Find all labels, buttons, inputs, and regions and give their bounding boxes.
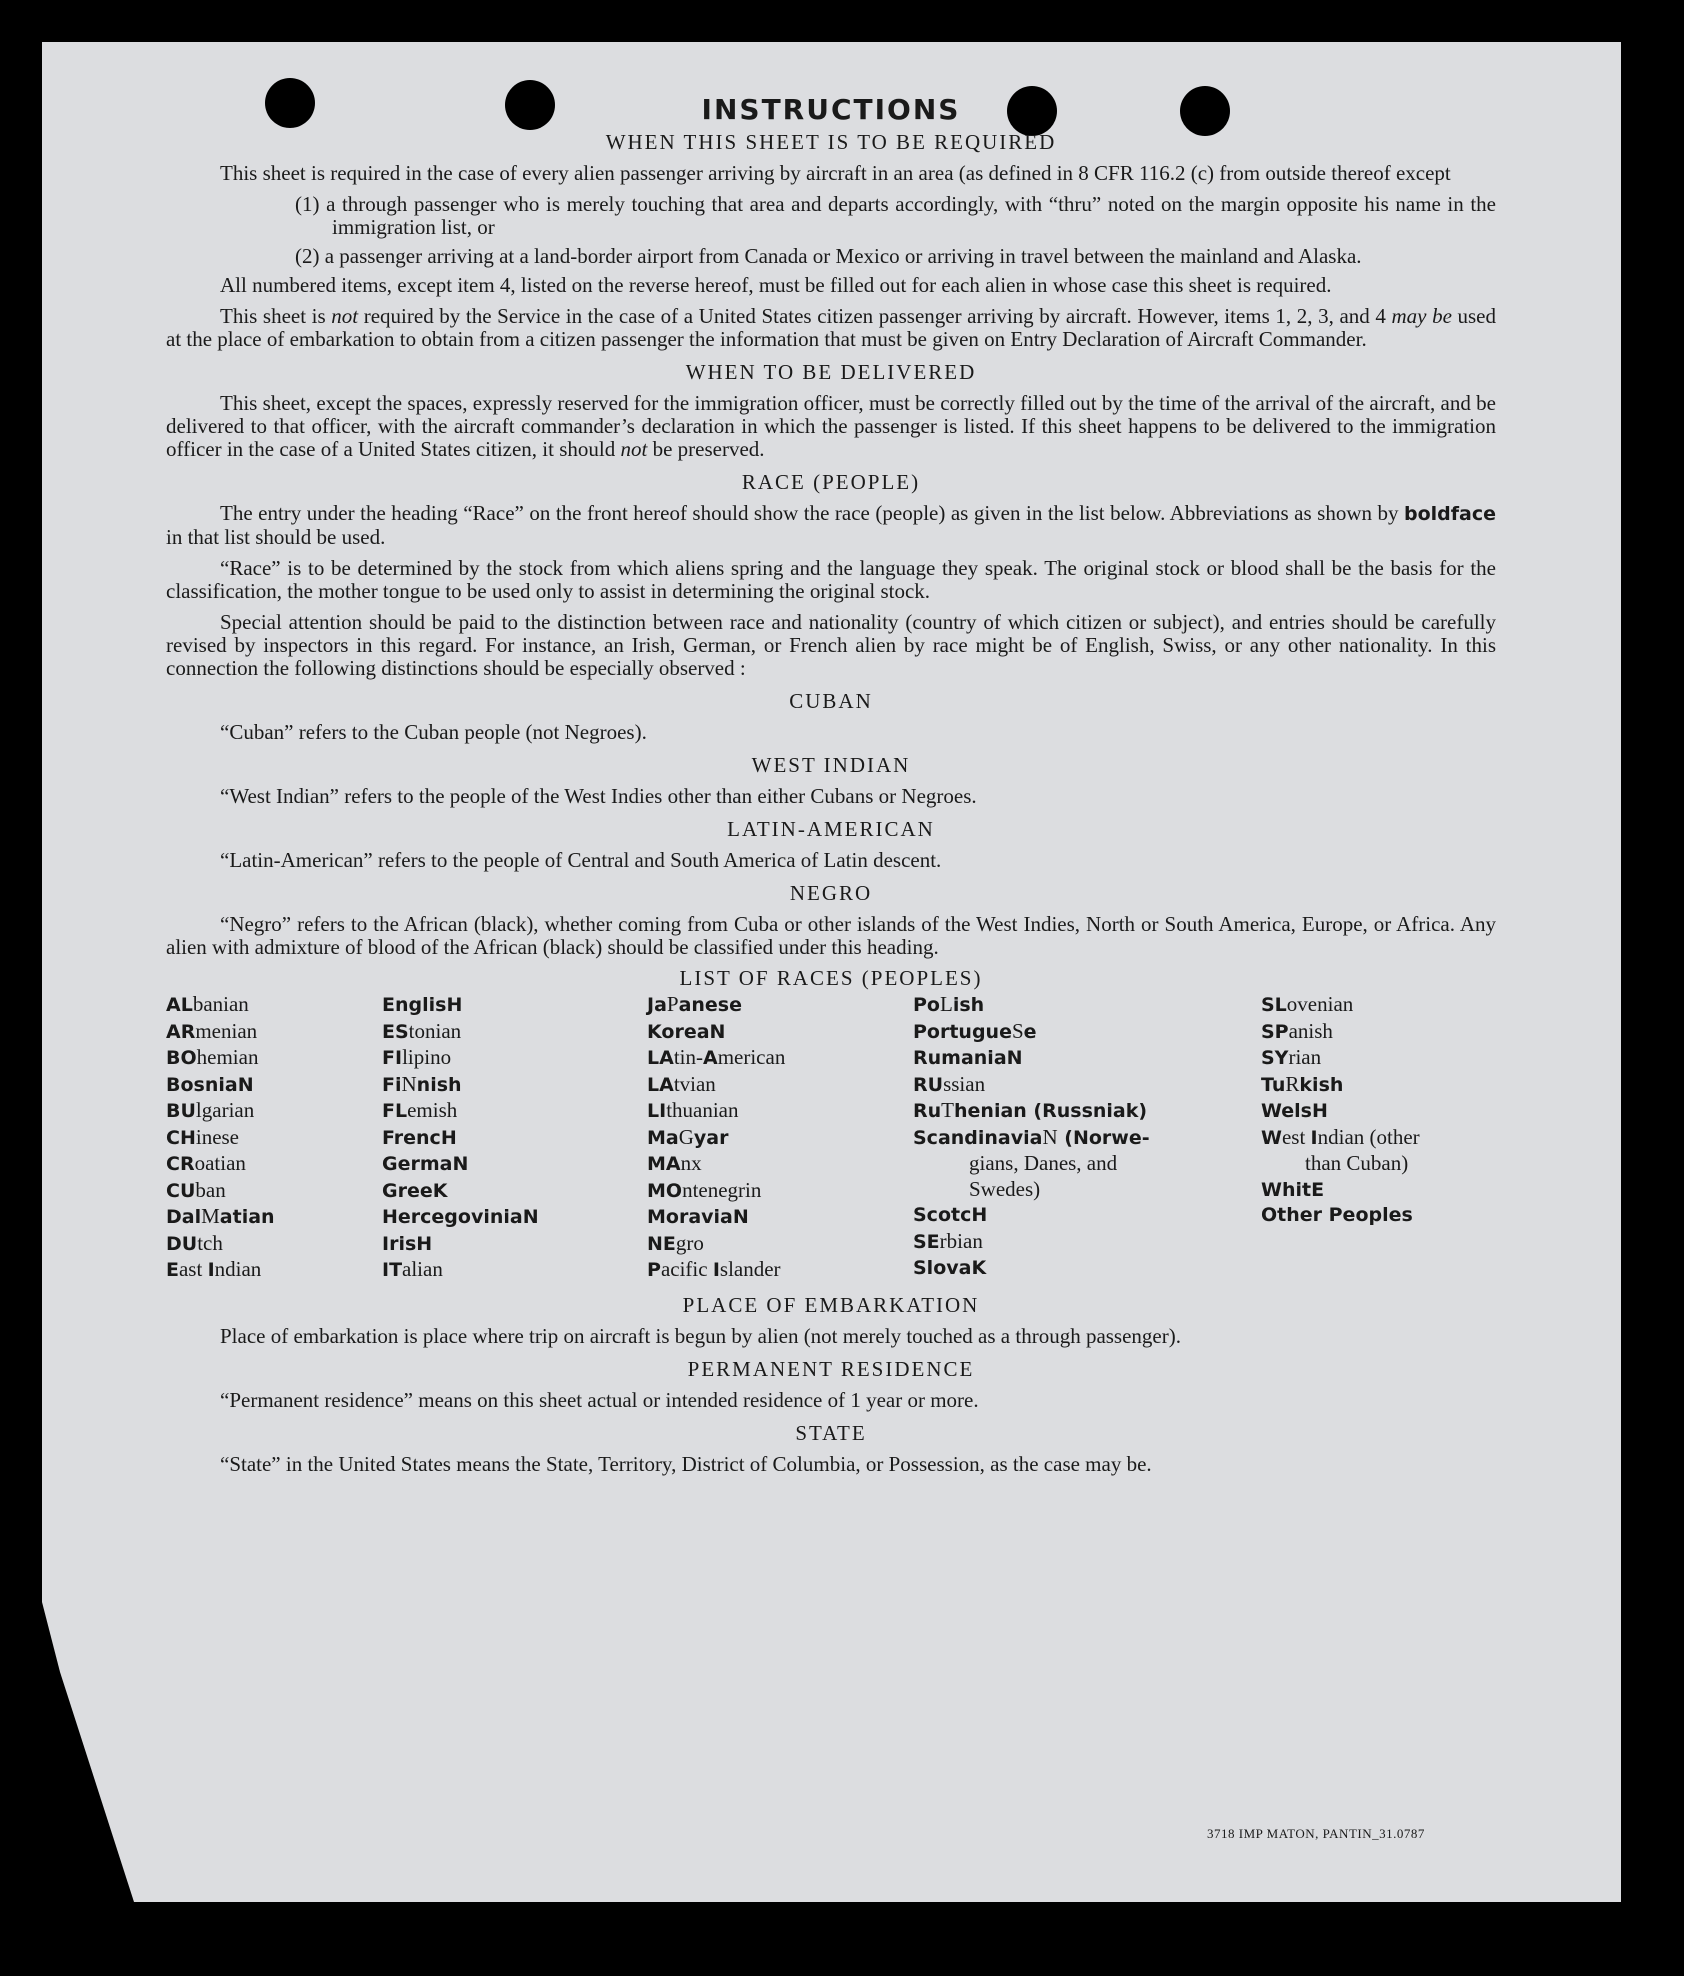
paragraph: This sheet is not required by the Service in the case of a United States citizen passenger arriving by aircraft. However, items 1, 2, 3, and 4 may be used at the place of embarkation to obtain from a citizen passenger the information that must be given on Entry Declaration of Aircraft Commander. [166, 304, 1497, 351]
paragraph: This sheet is required in the case of every alien passenger arriving by aircraft in an area (as defined in 8 CFR 116.2 (c) from outside thereof except [220, 161, 1451, 185]
race-entry: MOntenegrin [647, 1177, 762, 1202]
race-entry: SErbian [913, 1228, 983, 1253]
race-entry: LAtvian [647, 1071, 716, 1096]
paragraph: “Negro” refers to the African (black), whether coming from Cuba or other islands of the West Indies, North or South America, Europe, or Africa. Any alien with admixture of blood of the African (black) should be classified under this heading. [166, 912, 1496, 959]
paragraph: “Race” is to be determined by the stock from which aliens spring and the language they speak. The original stock or blood shall be the basis for the classification, the mother tongue to be used only to assist in determining the original stock. [166, 556, 1496, 603]
race-entry: BosniaN [166, 1073, 254, 1096]
race-entry: CHinese [166, 1124, 240, 1149]
paragraph: This sheet, except the spaces, expressly reserved for the immigration officer, must be correctly filled out by the time of the arrival of the aircraft, and be delivered to that officer, with the aircraft commander’s declaration in which the passenger is listed. If this sheet happens to be delivered to the immigration officer in the case of a United States citizen, it should not be preserved. [166, 391, 1496, 461]
race-entry: MaGyar [647, 1124, 729, 1149]
race-entry: LIthuanian [647, 1098, 739, 1122]
race-entry: MoraviaN [647, 1206, 749, 1228]
race-entry: Other Peoples [1261, 1204, 1413, 1226]
paragraph: Special attention should be paid to the distinction between race and nationality (country of which citizen or subject), and entries should be carefully revised by inspectors in this regard. For instance, an Irish, German, or French alien by race might be of English, Swiss, or any other nationality. In this connection the following distinctions should be especially observed : [166, 610, 1496, 680]
paragraph: “Latin-American” refers to the people of Central and South America of Latin descent. [220, 848, 942, 872]
race-entry: RUssian [913, 1071, 986, 1096]
race-entry: TuRkish [1261, 1071, 1344, 1096]
paragraph: “Cuban” refers to the Cuban people (not Negroes). [220, 720, 647, 744]
section-heading: WHEN THIS SHEET IS TO BE REQUIRED [605, 130, 1057, 154]
race-entry: FiNnish [382, 1071, 462, 1096]
race-entry: DUtch [166, 1230, 223, 1255]
paragraph: The entry under the heading “Race” on the front hereof should show the race (people) as given in the list below. Abbreviations as shown by boldface in that list should be used. [166, 501, 1496, 549]
section-heading: LATIN-AMERICAN [727, 817, 935, 841]
race-entry: ALbanian [166, 992, 249, 1016]
race-entry: PoLish [913, 992, 985, 1016]
race-entry: LAtin-American [647, 1045, 786, 1069]
race-entry: RuThenian (Russniak) [913, 1098, 1148, 1122]
instructions-body [166, 90, 1496, 1484]
race-entry: JaPanese [647, 992, 743, 1016]
section-heading: PLACE OF EMBARKATION [682, 1292, 980, 1317]
race-entry: EnglisH [382, 994, 463, 1016]
race-entry: ITalian [382, 1257, 443, 1281]
race-entry: EStonian [382, 1018, 462, 1043]
race-column [166, 992, 382, 1284]
race-list [166, 992, 1496, 1284]
race-entry: ScandinaviaN (Norwe- [913, 1124, 1150, 1149]
paragraph: “State” in the United States means the State, Territory, District of Columbia, or Possession, as the case may be. [220, 1451, 1152, 1476]
printer-imprint: 3718 IMP MATON, PANTIN_31.0787 [1207, 1826, 1425, 1841]
race-entry: IrisH [382, 1232, 433, 1255]
paragraph: “West Indian” refers to the people of the West Indies other than either Cubans or Negroes. [220, 784, 977, 808]
race-column [647, 992, 913, 1284]
race-entry: BOhemian [166, 1045, 259, 1069]
race-entry: Pacific Islander [647, 1257, 781, 1281]
race-entry: RumaniaN [913, 1047, 1023, 1069]
race-column [382, 992, 647, 1284]
race-entry: West Indian (other [1261, 1124, 1420, 1149]
race-entry: East Indian [166, 1257, 262, 1281]
page-title: INSTRUCTIONS [701, 93, 961, 126]
paragraph: All numbered items, except item 4, listed on the reverse hereof, must be filled out for each alien in whose case this sheet is required. [220, 273, 1332, 297]
race-entry: WhitE [1261, 1178, 1325, 1201]
race-entry: GreeK [382, 1179, 448, 1202]
race-entry: SLovenian [1261, 992, 1354, 1016]
race-entry: NEgro [647, 1230, 704, 1255]
race-entry: HercegoviniaN [382, 1206, 539, 1228]
race-entry: CUban [166, 1177, 226, 1202]
race-entry: ARmenian [166, 1018, 258, 1043]
race-entry: FIlipino [382, 1045, 452, 1069]
race-entry: WelsH [1261, 1100, 1328, 1122]
race-entry: CRoatian [166, 1151, 246, 1175]
race-entry: gians, Danes, and [969, 1151, 1118, 1175]
race-entry: PortugueSe [913, 1018, 1037, 1043]
section-heading: RACE (PEOPLE) [741, 470, 921, 494]
paragraph: “Permanent residence” means on this sheet actual or intended residence of 1 year or more. [220, 1387, 979, 1412]
section-heading: WEST INDIAN [751, 753, 911, 777]
section-heading: NEGRO [789, 881, 873, 905]
race-column [1261, 992, 1496, 1284]
section-heading: LIST OF RACES (PEOPLES) [679, 966, 983, 990]
race-entry: BUlgarian [166, 1098, 255, 1122]
section-heading: PERMANENT RESIDENCE [687, 1356, 975, 1381]
race-entry: ScotcH [913, 1204, 988, 1226]
paragraph: Place of embarkation is place where trip on aircraft is begun by alien (not merely touched as a through passenger). [220, 1323, 1181, 1348]
race-entry: GermaN [382, 1153, 469, 1175]
race-entry: KoreaN [647, 1020, 726, 1043]
race-entry: SYrian [1261, 1045, 1322, 1069]
race-entry: DalMatian [166, 1204, 275, 1228]
race-column [913, 992, 1261, 1284]
race-entry: SlovaK [913, 1257, 987, 1279]
section-heading: STATE [795, 1420, 867, 1445]
race-entry: SPanish [1261, 1018, 1333, 1043]
list-item: (2) a passenger arriving at a land-border airport from Canada or Mexico or arriving in travel between the mainland and Alaska. [295, 244, 1362, 268]
list-item: (1) a through passenger who is merely touching that area and departs accordingly, with “thru” noted on the margin opposite his name in the immigration list, or [295, 192, 1496, 239]
section-heading: WHEN TO BE DELIVERED [685, 360, 977, 384]
race-entry: FLemish [382, 1098, 458, 1122]
race-entry: than Cuban) [1305, 1151, 1409, 1175]
race-entry: MAnx [647, 1151, 702, 1175]
race-entry: Swedes) [969, 1176, 1041, 1201]
section-heading: CUBAN [789, 689, 873, 713]
race-entry: FrencH [382, 1126, 457, 1149]
